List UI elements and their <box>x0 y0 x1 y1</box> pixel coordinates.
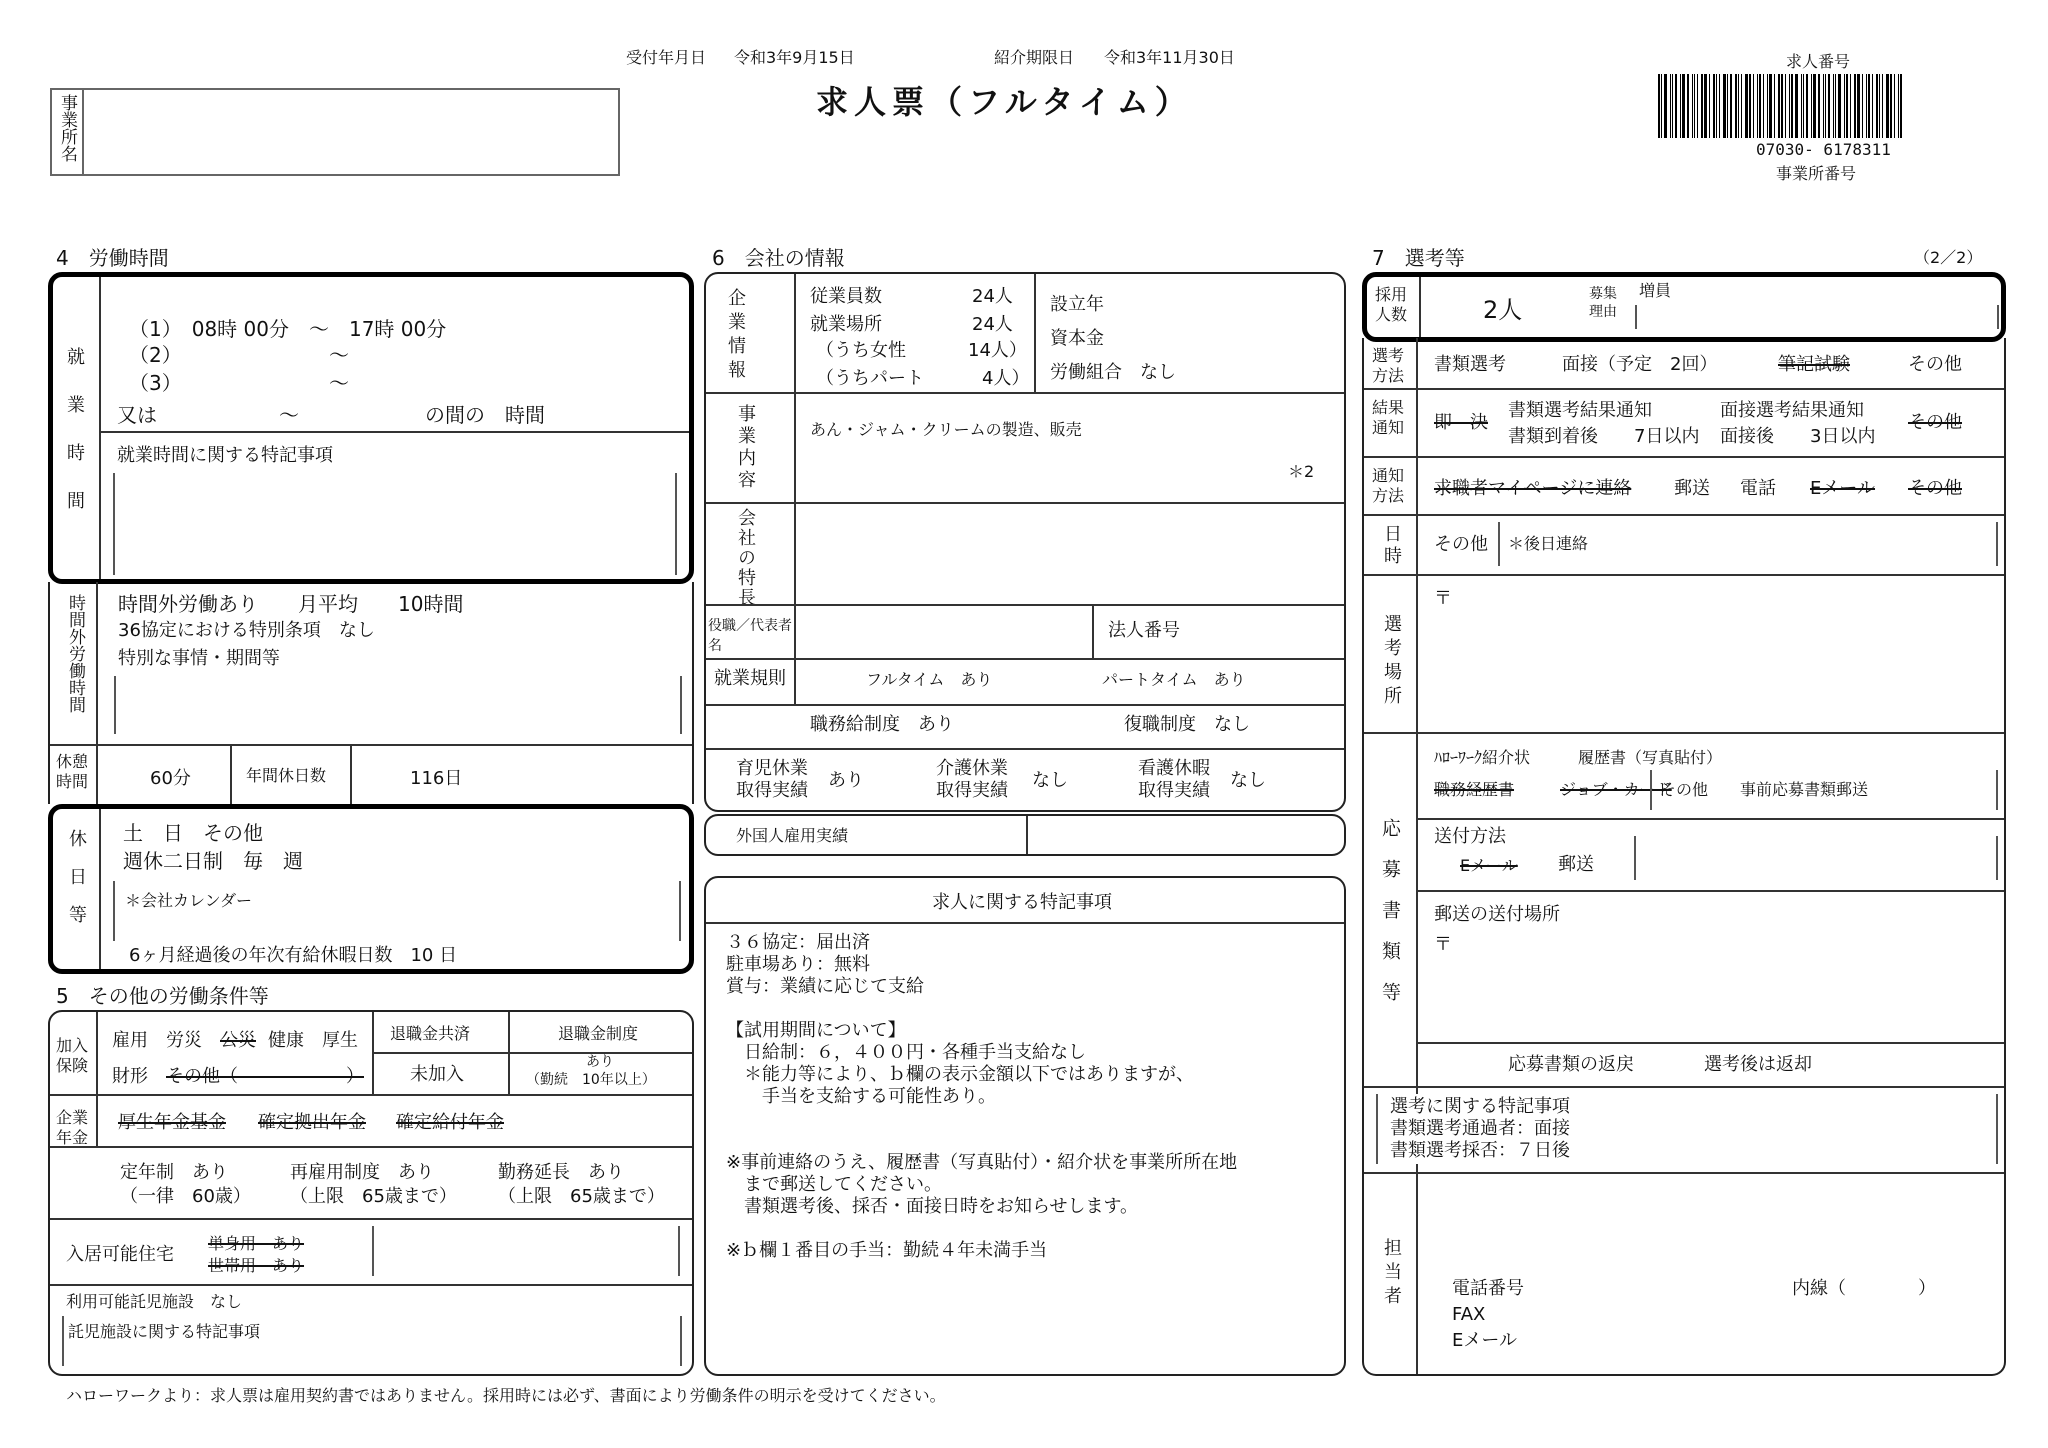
reason-value: 増員 <box>1639 281 1672 300</box>
hours-row-3-tilde: ～ <box>329 371 349 395</box>
deadline-label: 紹介期限日 <box>994 48 1075 67</box>
retirement-mutual-label: 退職金共済 <box>390 1024 471 1043</box>
special-note-line <box>726 1218 1237 1240</box>
overtime-label: 時間外労働時間 <box>65 594 85 713</box>
fax-label: FAX <box>1452 1304 1486 1325</box>
retirement-age: 定年制 あり <box>120 1162 228 1183</box>
retirement-age-note: （一律 60歳） <box>120 1186 251 1207</box>
special-note-line: ＊能力等により、ｂ欄の表示金額以下ではありますが、 <box>726 1064 1194 1085</box>
feature-label: 会社の特長 <box>735 508 756 608</box>
nursing-leave-value: なし <box>1032 770 1068 791</box>
overtime-value: 時間外労働あり 月平均 10時間 <box>118 592 464 616</box>
result-interview-timing: 面接後 3日以内 <box>1720 426 1876 447</box>
foreign-employment-box <box>704 814 1346 856</box>
special-note-line: 駐車場あり：無料 <box>726 954 870 975</box>
section-6-heading: 6 会社の情報 <box>712 246 845 270</box>
phone-label: 電話番号 <box>1452 1278 1524 1299</box>
job-special-notes-heading: 求人に関する特記事項 <box>932 892 1112 913</box>
retirement-system-note: （勤続 10年以上） <box>526 1072 656 1088</box>
hours-row-1: （1） 08時 00分 ～ 17時 00分 <box>129 317 447 341</box>
employees-value: 24人 <box>972 286 1013 307</box>
insurance-label: 加入保険 <box>56 1036 89 1075</box>
hires-value: 2人 <box>1483 296 1523 324</box>
break-row <box>48 744 694 804</box>
retirement-mutual-value: 未加入 <box>410 1064 464 1085</box>
insurance-zaikei: 財形 <box>112 1066 148 1087</box>
result-doc-notice: 書類選考結果通知 <box>1508 400 1652 421</box>
housing-family: 世帯用 あり <box>208 1256 305 1275</box>
send-mail: 郵送 <box>1558 854 1594 875</box>
pension-label: 企業年金 <box>56 1108 89 1147</box>
employees-label: 従業員数 <box>810 286 882 307</box>
article36-value: 36協定における特別条項 なし <box>118 620 375 641</box>
other-conditions-box <box>48 1010 694 1376</box>
hiring-count-box <box>1362 272 2006 342</box>
notify-email: Eメール <box>1810 478 1876 499</box>
special-circumstances-label: 特別な事情・期間等 <box>118 648 280 669</box>
office-name-label: 事業所名 <box>57 94 77 162</box>
work-hours-label: 就業時間 <box>64 347 85 539</box>
special-note-line: ※ｂ欄１番目の手当：勤続４年未満手当 <box>726 1240 1048 1261</box>
break-value: 60分 <box>150 768 191 789</box>
founded-label: 設立年 <box>1050 294 1104 315</box>
holidays-note-field[interactable] <box>113 881 681 941</box>
parttime-value: 4人） <box>982 368 1030 389</box>
pension-dc: 確定拠出年金 <box>258 1112 366 1133</box>
childcare-leave-label: 育児休業取得実績 <box>736 758 808 801</box>
workplace-label: 就業場所 <box>810 314 882 335</box>
holidays-note: ＊会社カレンダー <box>125 891 252 910</box>
result-label: 結果通知 <box>1372 398 1405 437</box>
section-4-heading: 4 労働時間 <box>56 246 169 270</box>
special-note-line: ※事前連絡のうえ、履歴書（写真貼付）・紹介状を事業所所在地 <box>726 1152 1238 1173</box>
mail-place-label: 郵送の送付場所 <box>1434 904 1560 925</box>
notify-phone: 電話 <box>1740 478 1776 499</box>
schedule-other: その他 <box>1434 534 1488 555</box>
housing-single: 単身用 あり <box>208 1234 305 1253</box>
page-number: （2／2） <box>1914 248 1983 267</box>
parttime-label: （うちパート <box>816 368 924 389</box>
housing-note-field[interactable] <box>372 1226 680 1276</box>
docs-career: 職務経歴書 <box>1434 780 1515 799</box>
sick-care-leave-label: 看護休暇取得実績 <box>1138 758 1210 801</box>
place-postal: 〒 <box>1434 588 1452 609</box>
representative-label: 役職／代表者名 <box>708 618 792 654</box>
send-method-field[interactable] <box>1634 836 1998 880</box>
received-label: 受付年月日 <box>626 48 707 67</box>
annual-holidays-value: 116日 <box>410 768 463 789</box>
result-interview-notice: 面接選考結果通知 <box>1720 400 1864 421</box>
business-value: あん・ジャム・クリームの製造、販売 <box>810 420 1082 439</box>
hours-row-2: （2） <box>129 343 182 367</box>
schedule-note: ＊後日連絡 <box>1508 534 1589 553</box>
special-note-line: ３６協定：届出済 <box>726 932 870 953</box>
duty-pay-system: 職務給制度 あり <box>810 714 954 735</box>
docs-return-label: 応募書類の返戻 <box>1508 1054 1634 1075</box>
corp-number-label: 法人番号 <box>1108 620 1180 641</box>
send-method-label: 送付方法 <box>1434 826 1506 847</box>
docs-jobcard: ジョブ・カード <box>1560 780 1672 799</box>
special-note-line <box>726 1130 1237 1152</box>
application-docs-label: 応募書類等 <box>1379 818 1401 1023</box>
company-info-label: 企業情報 <box>725 288 746 384</box>
notify-label: 通知方法 <box>1372 466 1405 505</box>
holidays-system: 週休二日制 毎 週 <box>123 849 303 873</box>
holidays-label: 休日等 <box>66 829 87 943</box>
nursing-leave-label: 介護休業取得実績 <box>936 758 1008 801</box>
rules-parttime: パートタイム あり <box>1102 670 1246 689</box>
rules-label: 就業規則 <box>714 668 786 689</box>
contact-person-label: 担当者 <box>1381 1238 1402 1310</box>
women-value: 14人） <box>968 340 1027 361</box>
extension-label: 内線（ ） <box>1792 1278 1936 1299</box>
job-number-label: 求人番号 <box>1786 52 1851 71</box>
footer-disclaimer: ハローワークより：求人票は雇用契約書ではありません。採用時には必ず、書面により労働条件の明示を受けてください。 <box>66 1386 946 1405</box>
selection-note-1: 書類選考通過者：面接 <box>1390 1118 1570 1139</box>
notify-mail: 郵送 <box>1674 478 1710 499</box>
office-name-box <box>50 88 620 176</box>
docs-other: その他 <box>1660 780 1709 799</box>
job-special-notes-box <box>704 876 1346 1376</box>
docs-return-value: 選考後は返却 <box>1704 1054 1812 1075</box>
retirement-system-label: 退職金制度 <box>558 1024 639 1043</box>
barcode <box>1658 74 1904 138</box>
special-note-line: 日給制：６，４００円・各種手当支給なし <box>726 1042 1086 1063</box>
special-note-line: 賞与：業績に応じて支給 <box>726 976 924 997</box>
hours-row-2-tilde: ～ <box>329 343 349 367</box>
special-note-line: 【試用期間について】 <box>726 1020 906 1041</box>
method-documents: 書類選考 <box>1434 354 1506 375</box>
method-interview: 面接（予定 2回） <box>1562 354 1718 375</box>
section-7-heading: 7 選考等 <box>1372 246 1465 270</box>
hours-special-field[interactable] <box>113 473 677 575</box>
paid-leave-days: 6ヶ月経過後の年次有給休暇日数 10 日 <box>129 945 458 966</box>
section-5-heading: 5 その他の労働条件等 <box>56 984 269 1008</box>
docs-referral: ﾊﾛｰﾜｰｸ紹介状 <box>1434 748 1531 767</box>
result-doc-timing: 書類到着後 7日以内 <box>1508 426 1700 447</box>
selection-note-label: 選考に関する特記事項 <box>1390 1096 1570 1117</box>
holidays-days: 土 日 その他 <box>123 821 263 845</box>
place-label: 選考場所 <box>1381 614 1402 710</box>
office-number-label: 事業所番号 <box>1776 164 1857 183</box>
company-info-box <box>704 272 1346 812</box>
rehire-system: 再雇用制度 あり <box>290 1162 434 1183</box>
work-hours-box <box>48 272 694 584</box>
rules-fulltime: フルタイム あり <box>866 670 993 689</box>
job-special-notes-text <box>726 932 1237 1262</box>
hours-row-3: （3） <box>129 371 182 395</box>
special-note-line: 手当を支給する可能性あり。 <box>726 1086 996 1107</box>
method-label: 選考方法 <box>1372 346 1405 385</box>
insurance-items-2: 健康 厚生 <box>268 1030 358 1051</box>
pension-fund: 厚生年金基金 <box>118 1112 226 1133</box>
housing-label: 入居可能住宅 <box>66 1244 174 1265</box>
result-other: その他 <box>1908 412 1962 433</box>
workplace-value: 24人 <box>972 314 1013 335</box>
selection-note-2: 書類選考採否：７日後 <box>1390 1140 1570 1161</box>
childcare-note-label: 託児施設に関する特記事項 <box>68 1322 261 1341</box>
overtime-box <box>48 582 694 746</box>
rehire-note: （上限 65歳まで） <box>290 1186 457 1207</box>
capital-label: 資本金 <box>1050 328 1104 349</box>
women-label: （うち女性 <box>816 340 906 361</box>
hours-or-tilde: ～ <box>279 403 299 427</box>
retirement-system-value: あり <box>586 1054 614 1070</box>
docs-resume: 履歴書（写真貼付） <box>1578 748 1723 767</box>
reason-field[interactable] <box>1635 305 1999 329</box>
union-label: 労働組合 なし <box>1050 362 1176 383</box>
reason-label: 募集理由 <box>1589 286 1617 320</box>
insurance-items: 雇用 労災 <box>112 1030 202 1051</box>
office-number: 07030- 6178311 <box>1756 140 1891 159</box>
business-label: 事業内容 <box>735 404 756 492</box>
method-other: その他 <box>1908 354 1962 375</box>
note-star-2: ＊2 <box>1288 462 1315 481</box>
special-circumstances-field[interactable] <box>114 676 682 734</box>
special-note-line <box>726 1108 1237 1130</box>
insurance-public: 公災 <box>220 1030 256 1051</box>
deadline-date: 令和3年11月30日 <box>1104 48 1235 67</box>
reinstatement-system: 復職制度 なし <box>1124 714 1250 735</box>
special-note-line: まで郵送してください。 <box>726 1174 942 1195</box>
hours-or-label: 又は <box>117 403 157 427</box>
special-note-line: 書類選考後、採否・面接日時をお知らせします。 <box>726 1196 1139 1217</box>
selection-box <box>1362 338 2006 1376</box>
holidays-box <box>48 804 694 974</box>
childcare-facility: 利用可能託児施設 なし <box>66 1292 243 1311</box>
pension-db: 確定給付年金 <box>396 1112 504 1133</box>
hours-or-suffix: の間の 時間 <box>425 403 545 427</box>
extension-system: 勤務延長 あり <box>498 1162 624 1183</box>
sick-care-leave-value: なし <box>1230 770 1266 791</box>
foreign-employment-label: 外国人雇用実績 <box>736 826 849 845</box>
result-immediate: 即 決 <box>1434 412 1488 433</box>
childcare-leave-value: あり <box>828 770 864 791</box>
docs-other-value: 事前応募書類郵送 <box>1740 780 1869 799</box>
page-title: 求人票（フルタイム） <box>816 83 1193 121</box>
notify-other: その他 <box>1908 478 1962 499</box>
received-date: 令和3年9月15日 <box>734 48 855 67</box>
method-written-test: 筆記試験 <box>1778 354 1850 375</box>
annual-holidays-label: 年間休日数 <box>246 766 327 785</box>
hours-special-label: 就業時間に関する特記事項 <box>117 445 333 466</box>
schedule-label: 日時 <box>1381 524 1402 568</box>
extension-note: （上限 65歳まで） <box>498 1186 665 1207</box>
insurance-other: その他（ ） <box>166 1066 364 1087</box>
send-email: Eメール <box>1460 856 1518 875</box>
hires-label: 採用人数 <box>1375 285 1408 324</box>
email-label: Eメール <box>1452 1330 1518 1351</box>
notify-mypage: 求職者マイページに連絡 <box>1434 478 1632 499</box>
mail-postal: 〒 <box>1434 934 1452 955</box>
break-label: 休憩時間 <box>56 752 89 791</box>
special-note-line <box>726 998 1237 1020</box>
